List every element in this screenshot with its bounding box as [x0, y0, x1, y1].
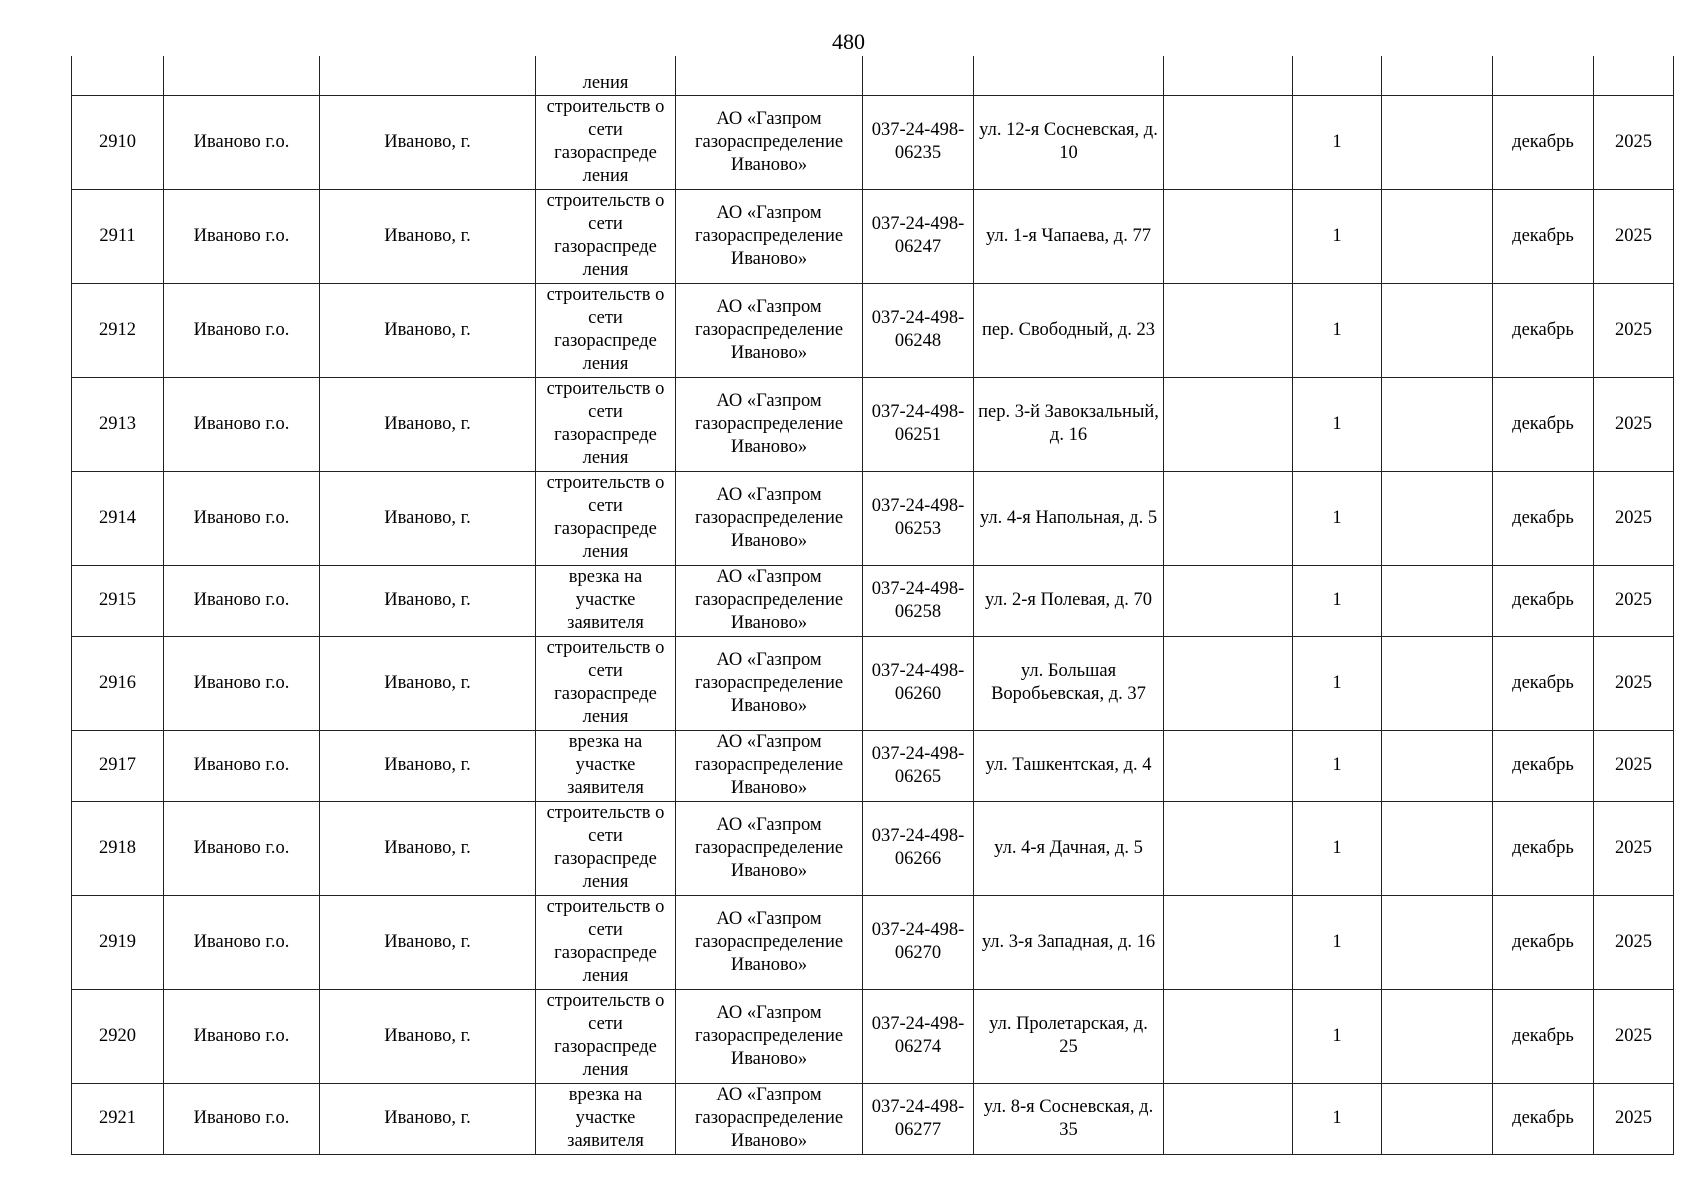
page-number: 480	[832, 29, 865, 54]
cell-empty-2	[1382, 1083, 1493, 1154]
cell-locality: Иваново, г.	[320, 471, 536, 565]
cell-month: декабрь	[1493, 283, 1594, 377]
cell-work-type: врезка на участке заявителя	[536, 565, 676, 636]
cell-month: декабрь	[1493, 895, 1594, 989]
cell-num: 2911	[72, 189, 164, 283]
cell-locality: Иваново, г.	[320, 283, 536, 377]
cell-district: Иваново г.о.	[164, 989, 320, 1083]
cell-qty: 1	[1293, 730, 1382, 801]
cell-year: 2025	[1594, 95, 1674, 189]
cell-empty-2	[1382, 895, 1493, 989]
cell-address	[974, 56, 1164, 95]
cell-code: 037-24-498-06253	[863, 471, 974, 565]
cell-district: Иваново г.о.	[164, 1083, 320, 1154]
cell-work-type: врезка на участке заявителя	[536, 730, 676, 801]
cell-code	[863, 56, 974, 95]
cell-locality: Иваново, г.	[320, 377, 536, 471]
cell-district: Иваново г.о.	[164, 377, 320, 471]
cell-address: ул. Пролетарская, д. 25	[974, 989, 1164, 1083]
table-row	[72, 895, 1674, 989]
cell-code: 037-24-498-06251	[863, 377, 974, 471]
cell-empty-1	[1164, 730, 1293, 801]
cell-locality: Иваново, г.	[320, 730, 536, 801]
cell-org: АО «Газпром газораспределение Иваново»	[676, 989, 863, 1083]
cell-empty-1	[1164, 895, 1293, 989]
cell-num: 2913	[72, 377, 164, 471]
cell-locality: Иваново, г.	[320, 565, 536, 636]
cell-num: 2910	[72, 95, 164, 189]
cell-address: пер. 3-й Завокзальный, д. 16	[974, 377, 1164, 471]
table-row	[72, 989, 1674, 1083]
cell-qty: 1	[1293, 1083, 1382, 1154]
cell-month: декабрь	[1493, 565, 1594, 636]
cell-work-type: строительств о сети газораспреде ления	[536, 95, 676, 189]
cell-district: Иваново г.о.	[164, 283, 320, 377]
cell-num: 2914	[72, 471, 164, 565]
cell-work-type: строительств о сети газораспреде ления	[536, 189, 676, 283]
cell-year: 2025	[1594, 636, 1674, 730]
cell-month: декабрь	[1493, 471, 1594, 565]
cell-qty: 1	[1293, 636, 1382, 730]
cell-org: АО «Газпром газораспределение Иваново»	[676, 283, 863, 377]
table-row	[72, 1083, 1674, 1154]
cell-district: Иваново г.о.	[164, 636, 320, 730]
cell-locality: Иваново, г.	[320, 95, 536, 189]
cell-org: АО «Газпром газораспределение Иваново»	[676, 730, 863, 801]
cell-month: декабрь	[1493, 730, 1594, 801]
cell-code: 037-24-498-06258	[863, 565, 974, 636]
cell-address: ул. 4-я Напольная, д. 5	[974, 471, 1164, 565]
cell-district: Иваново г.о.	[164, 565, 320, 636]
cell-district: Иваново г.о.	[164, 471, 320, 565]
table-body	[72, 56, 1674, 1154]
cell-empty-1	[1164, 56, 1293, 95]
cell-year: 2025	[1594, 989, 1674, 1083]
cell-work-type: строительств о сети газораспреде ления	[536, 283, 676, 377]
cell-locality: Иваново, г.	[320, 989, 536, 1083]
cell-address: ул. 4-я Дачная, д. 5	[974, 801, 1164, 895]
table-row	[72, 565, 1674, 636]
cell-org: АО «Газпром газораспределение Иваново»	[676, 1083, 863, 1154]
cell-work-type: строительств о сети газораспреде ления	[536, 895, 676, 989]
cell-empty-1	[1164, 565, 1293, 636]
cell-qty: 1	[1293, 895, 1382, 989]
cell-org: АО «Газпром газораспределение Иваново»	[676, 95, 863, 189]
cell-month: декабрь	[1493, 636, 1594, 730]
cell-work-type: строительств о сети газораспреде ления	[536, 989, 676, 1083]
cell-address: ул. 2-я Полевая, д. 70	[974, 565, 1164, 636]
cell-year: 2025	[1594, 471, 1674, 565]
table-row	[72, 730, 1674, 801]
cell-code: 037-24-498-06248	[863, 283, 974, 377]
cell-empty-1	[1164, 1083, 1293, 1154]
gas-connection-register-table	[71, 56, 1674, 1155]
cell-num: 2915	[72, 565, 164, 636]
cell-month: декабрь	[1493, 801, 1594, 895]
cell-work-type: строительств о сети газораспреде ления	[536, 636, 676, 730]
cell-district: Иваново г.о.	[164, 895, 320, 989]
table-row	[72, 636, 1674, 730]
cell-address: ул. Ташкентская, д. 4	[974, 730, 1164, 801]
cell-empty-1	[1164, 377, 1293, 471]
cell-num: 2917	[72, 730, 164, 801]
cell-empty-2	[1382, 730, 1493, 801]
cell-num: 2919	[72, 895, 164, 989]
cell-address: пер. Свободный, д. 23	[974, 283, 1164, 377]
cell-year: 2025	[1594, 801, 1674, 895]
cell-empty-1	[1164, 801, 1293, 895]
cell-locality: Иваново, г.	[320, 189, 536, 283]
cell-address: ул. 12-я Сосневская, д. 10	[974, 95, 1164, 189]
cell-num: 2912	[72, 283, 164, 377]
cell-work-type: строительств о сети газораспреде ления	[536, 801, 676, 895]
cell-year: 2025	[1594, 189, 1674, 283]
cell-district: Иваново г.о.	[164, 95, 320, 189]
cell-month: декабрь	[1493, 377, 1594, 471]
cell-code: 037-24-498-06260	[863, 636, 974, 730]
cell-empty-2	[1382, 471, 1493, 565]
cell-org: АО «Газпром газораспределение Иваново»	[676, 189, 863, 283]
cell-district: Иваново г.о.	[164, 801, 320, 895]
cell-locality: Иваново, г.	[320, 636, 536, 730]
cell-qty: 1	[1293, 565, 1382, 636]
table-row	[72, 189, 1674, 283]
continuation-row	[72, 56, 1674, 95]
cell-year	[1594, 56, 1674, 95]
cell-address: ул. 3-я Западная, д. 16	[974, 895, 1164, 989]
cell-empty-2	[1382, 95, 1493, 189]
cell-year: 2025	[1594, 565, 1674, 636]
cell-empty-1	[1164, 636, 1293, 730]
cell-qty	[1293, 56, 1382, 95]
cell-year: 2025	[1594, 1083, 1674, 1154]
cell-num: 2918	[72, 801, 164, 895]
cell-locality: Иваново, г.	[320, 1083, 536, 1154]
cell-month	[1493, 56, 1594, 95]
cell-qty: 1	[1293, 989, 1382, 1083]
table-row	[72, 471, 1674, 565]
cell-empty-2	[1382, 189, 1493, 283]
cell-qty: 1	[1293, 283, 1382, 377]
cell-empty-1	[1164, 989, 1293, 1083]
table-row	[72, 377, 1674, 471]
cell-qty: 1	[1293, 801, 1382, 895]
cell-month: декабрь	[1493, 1083, 1594, 1154]
cell-work-type: строительств о сети газораспреде ления	[536, 471, 676, 565]
cell-district: Иваново г.о.	[164, 189, 320, 283]
cell-num: 2920	[72, 989, 164, 1083]
cell-code: 037-24-498-06265	[863, 730, 974, 801]
cell-code: 037-24-498-06274	[863, 989, 974, 1083]
cell-empty-2	[1382, 801, 1493, 895]
cell-org: АО «Газпром газораспределение Иваново»	[676, 636, 863, 730]
cell-org: АО «Газпром газораспределение Иваново»	[676, 801, 863, 895]
cell-empty-2	[1382, 283, 1493, 377]
cell-locality: Иваново, г.	[320, 895, 536, 989]
cell-month: декабрь	[1493, 989, 1594, 1083]
cell-code: 037-24-498-06270	[863, 895, 974, 989]
cell-empty-1	[1164, 189, 1293, 283]
cell-work-type: строительств о сети газораспреде ления	[536, 377, 676, 471]
cell-year: 2025	[1594, 730, 1674, 801]
cell-district	[164, 56, 320, 95]
cell-org: АО «Газпром газораспределение Иваново»	[676, 471, 863, 565]
cell-org	[676, 56, 863, 95]
table-row	[72, 95, 1674, 189]
cell-address: ул. 8-я Сосневская, д. 35	[974, 1083, 1164, 1154]
cell-locality	[320, 56, 536, 95]
cell-num	[72, 56, 164, 95]
cell-qty: 1	[1293, 189, 1382, 283]
cell-num: 2921	[72, 1083, 164, 1154]
cell-org: АО «Газпром газораспределение Иваново»	[676, 895, 863, 989]
cell-empty-1	[1164, 95, 1293, 189]
cell-empty-2	[1382, 565, 1493, 636]
cell-year: 2025	[1594, 895, 1674, 989]
table-row	[72, 801, 1674, 895]
cell-code: 037-24-498-06247	[863, 189, 974, 283]
table-row	[72, 283, 1674, 377]
cell-month: декабрь	[1493, 189, 1594, 283]
cell-qty: 1	[1293, 377, 1382, 471]
cell-org: АО «Газпром газораспределение Иваново»	[676, 565, 863, 636]
cell-qty: 1	[1293, 95, 1382, 189]
cell-month: декабрь	[1493, 95, 1594, 189]
cell-empty-1	[1164, 283, 1293, 377]
cell-locality: Иваново, г.	[320, 801, 536, 895]
cell-district: Иваново г.о.	[164, 730, 320, 801]
cell-empty-1	[1164, 471, 1293, 565]
cell-empty-2	[1382, 989, 1493, 1083]
cell-code: 037-24-498-06235	[863, 95, 974, 189]
cell-work-type: врезка на участке заявителя	[536, 1083, 676, 1154]
cell-work-type: ления	[536, 56, 676, 95]
cell-code: 037-24-498-06277	[863, 1083, 974, 1154]
cell-year: 2025	[1594, 283, 1674, 377]
cell-empty-2	[1382, 56, 1493, 95]
cell-address: ул. 1-я Чапаева, д. 77	[974, 189, 1164, 283]
cell-year: 2025	[1594, 377, 1674, 471]
cell-address: ул. Большая Воробьевская, д. 37	[974, 636, 1164, 730]
cell-code: 037-24-498-06266	[863, 801, 974, 895]
cell-empty-2	[1382, 377, 1493, 471]
cell-num: 2916	[72, 636, 164, 730]
cell-qty: 1	[1293, 471, 1382, 565]
cell-empty-2	[1382, 636, 1493, 730]
cell-org: АО «Газпром газораспределение Иваново»	[676, 377, 863, 471]
